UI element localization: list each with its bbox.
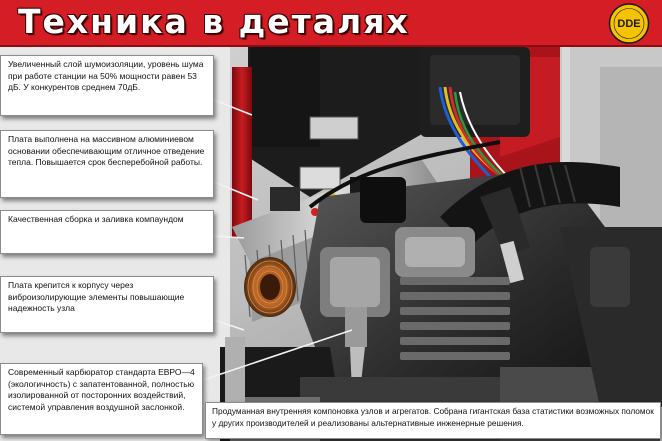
page-title: Техника в деталях xyxy=(18,2,410,41)
dde-logo xyxy=(606,3,652,44)
callout-noise-insulation: Увеличенный слой шумоизоляции, уровень шума при работе станции на 50% мощности равен 53 дБ. У конкурентов среднем 70дБ. xyxy=(0,55,214,116)
logo-text: DDE xyxy=(617,18,641,30)
callout-carburetor: Современный карбюратор стандарта ЕВРО—4 (экологичность) с запатентованной, полностью изолированной от посторонних воздействий, системой управления воздушной заслонкой. xyxy=(0,363,203,435)
callout-assembly: Качественная сборка и заливка компаундом xyxy=(0,210,214,254)
bottom-note: Продуманная внутренняя компоновка узлов и агрегатов. Собрана гигантская база статистики возможных поломок у других производителей и реализованы альтернативные инженерные решения. xyxy=(205,402,661,439)
callout-vibration-mount: Плата крепится к корпусу через виброизолирующие элементы повышающие надежность узла xyxy=(0,276,214,333)
header-banner xyxy=(0,0,662,47)
callout-aluminum-board: Плата выполнена на массивном алюминиевом основании обеспечивающим отличное отведение тепла. Повышается срок бесперебойной работы. xyxy=(0,130,214,198)
